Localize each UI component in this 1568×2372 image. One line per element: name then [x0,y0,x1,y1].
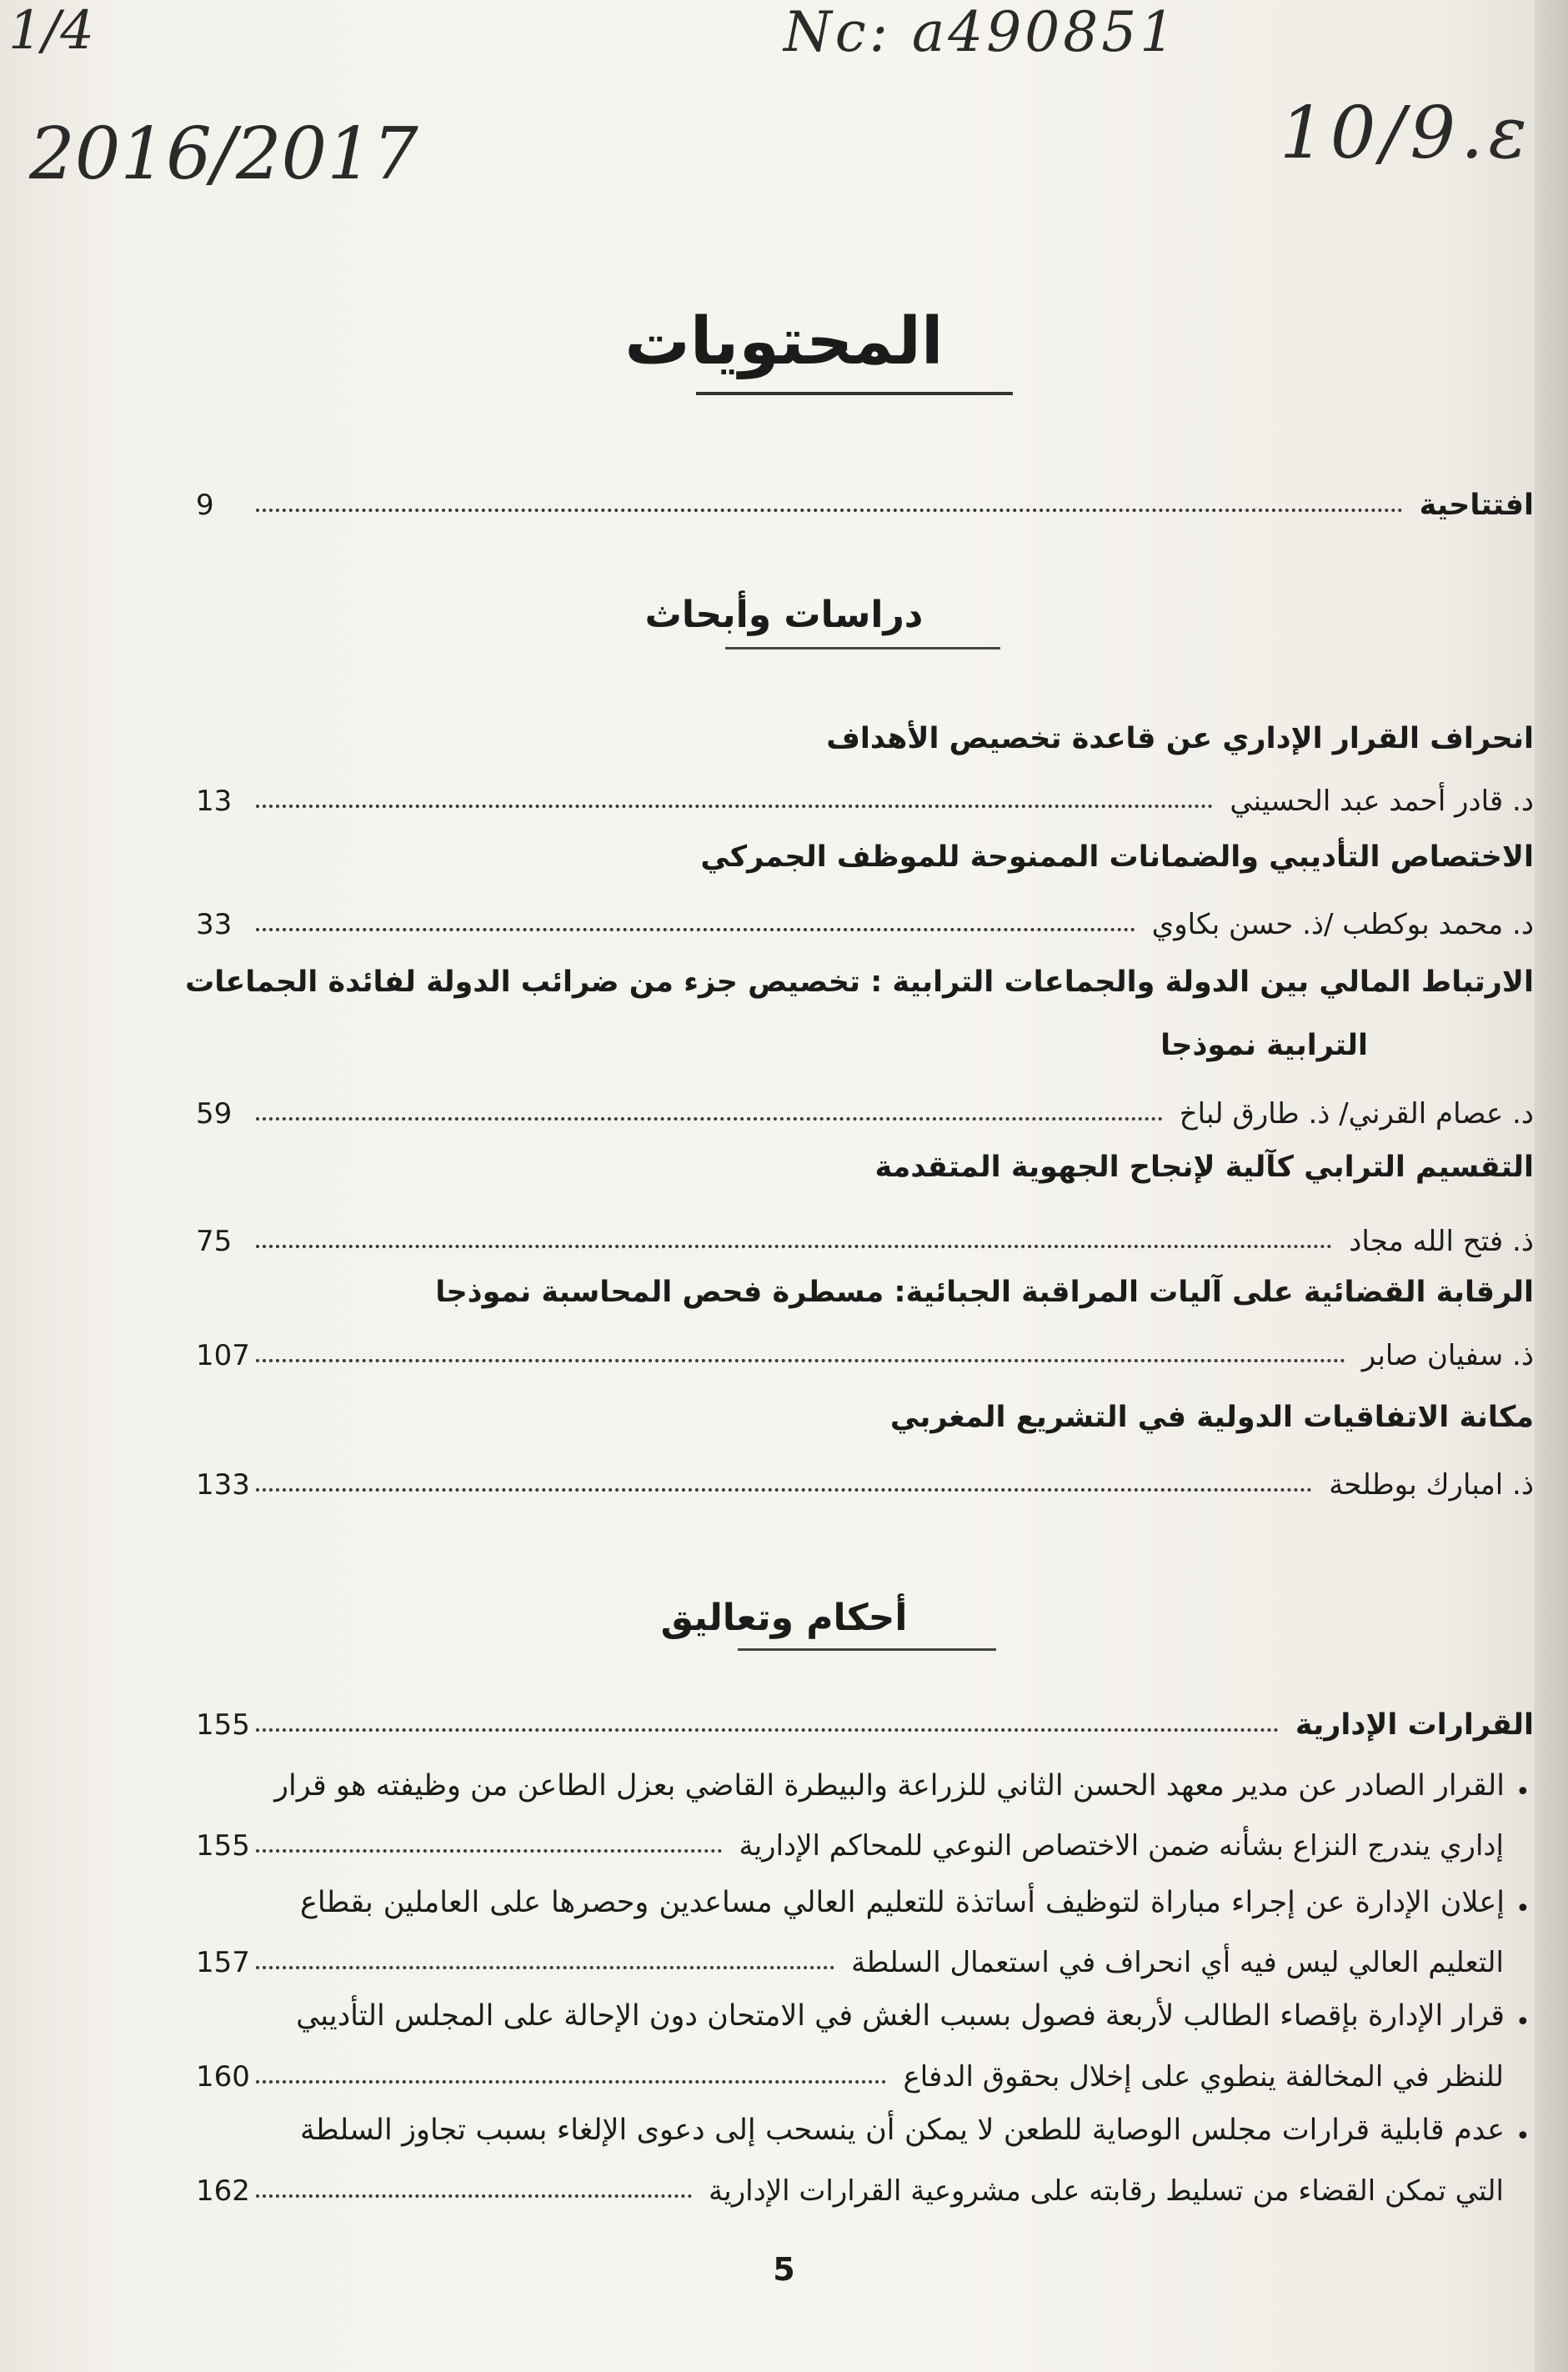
bullet-icon: • [1515,1778,1530,1807]
article-author: د. محمد بوكطب /ذ. حسن بكاوي [1151,908,1534,941]
toc-page-number: 162 [196,2174,250,2208]
dot-leader [256,1117,1163,1121]
ruling-line: التعليم العالي ليس فيه أي انحراف في استعمال السلطة [851,1946,1504,1979]
toc-page-number: 9 [196,489,214,522]
article-title: انحراف القرار الإداري عن قاعدة تخصيص الأهداف [826,722,1534,755]
article-title: الاختصاص التأديبي والضمانات الممنوحة للموظف الجمركي [700,840,1534,874]
ruling-line: قرار الإدارة بإقصاء الطالب لأربعة فصول بسبب الغش في الامتحان دون الإحالة على المجلس التأديبي [296,1999,1505,2033]
article-author: د. عصام القرني/ ذ. طارق لباخ [1179,1097,1534,1131]
toc-page-number: 59 [196,1097,233,1131]
bullet-icon: • [1515,2008,1530,2037]
title-underline [696,392,1013,395]
toc-entry-article-3[interactable] [196,1084,1534,1131]
section-heading-rulings: أحكام وتعاليق [660,1597,908,1639]
toc-entry-label: افتتاحية [1419,489,1534,522]
subsection-heading: القرارات الإدارية [1295,1708,1534,1742]
toc-entry-administrative-decisions[interactable] [196,1695,1534,1742]
toc-page-number: 133 [196,1468,250,1502]
toc-page-number: 13 [196,785,233,818]
dot-leader [256,1966,834,1969]
article-title-continuation: الترابية نموذجا [1160,1029,1368,1062]
ruling-line: التي تمكن القضاء من تسليط رقابته على مشروعية القرارات الإدارية [709,2174,1504,2208]
section-heading-studies: دراسات وأبحاث [644,594,924,636]
article-author: ذ. فتح الله مجاد [1349,1225,1534,1258]
article-title: الارتباط المالي بين الدولة والجماعات الترابية : تخصيص جزء من ضرائب الدولة لفائدة الجماعات [185,965,1534,999]
toc-entry-ruling-1[interactable] [196,1816,1534,1863]
toc-entry-ruling-2[interactable] [196,1933,1534,1979]
bullet-icon: • [1515,2122,1530,2151]
page-title: المحتويات [624,304,944,379]
dot-leader [256,1245,1332,1248]
dot-leader [256,2080,886,2084]
toc-page-number: 160 [196,2060,250,2094]
toc-page-number: 75 [196,1225,233,1258]
toc-entry-ruling-4[interactable] [196,2161,1534,2208]
ruling-line: إداري يندرج النزاع بشأنه ضمن الاختصاص النوعي للمحاكم الإدارية [739,1829,1504,1863]
toc-page-number: 155 [196,1708,250,1742]
handwritten-annotation-right: 10/9.ε [1280,92,1532,175]
dot-leader [256,2194,692,2198]
toc-entry-article-5[interactable] [196,1326,1534,1372]
toc-page-number: 33 [196,908,233,941]
dot-leader [256,1728,1279,1732]
article-title: مكانة الاتفاقيات الدولية في التشريع المغربي [889,1401,1534,1434]
ruling-line: إعلان الإدارة عن إجراء مباراة لتوظيف أساتذة للتعليم العالي مساعدين وحصرها على العاملين بقطاع [300,1886,1505,1919]
ruling-line: للنظر في المخالفة ينطوي على إخلال بحقوق الدفاع [903,2060,1504,2094]
section-underline [725,647,1000,649]
dot-leader [256,805,1213,808]
article-author: ذ. امبارك بوطلحة [1329,1468,1534,1502]
article-author: ذ. سفيان صابر [1361,1339,1534,1372]
toc-page-number: 157 [196,1946,250,1979]
handwritten-annotation-top-left: 1/4 [8,0,94,62]
toc-entry-article-4[interactable] [196,1211,1534,1258]
toc-page-number: 155 [196,1829,250,1863]
article-title: التقسيم الترابي كآلية لإنجاح الجهوية المتقدمة [874,1151,1534,1184]
bullet-icon: • [1515,1894,1530,1923]
toc-entry-article-2[interactable] [196,895,1534,941]
article-title: الرقابة القضائية على آليات المراقبة الجبائية: مسطرة فحص المحاسبة نموذجا [435,1276,1534,1309]
section-underline [738,1648,996,1651]
toc-page-number: 107 [196,1339,250,1372]
dot-leader [256,1488,1312,1492]
page-number: 5 [773,2251,795,2288]
handwritten-annotation-year: 2016/2017 [29,113,418,196]
article-author: د. قادر أحمد عبد الحسيني [1230,785,1534,818]
ruling-line: القرار الصادر عن مدير معهد الحسن الثاني للزراعة والبيطرة القاضي بعزل الطاعن من وظيفته هو قرار [274,1769,1505,1803]
toc-entry-opening[interactable] [196,475,1534,522]
dot-leader [256,1359,1345,1362]
dot-leader [256,928,1135,931]
handwritten-annotation-top-center: Nc: a490851 [784,0,1179,64]
dot-leader [256,509,1403,512]
toc-entry-ruling-3[interactable] [196,2047,1534,2094]
ruling-line: عدم قابلية قرارات مجلس الوصاية للطعن لا يمكن أن ينسحب إلى دعوى الإلغاء بسبب تجاوز السلطة [300,2114,1505,2147]
dot-leader [256,1849,722,1853]
toc-entry-article-6[interactable] [196,1455,1534,1502]
toc-entry-article-1[interactable] [196,771,1534,818]
